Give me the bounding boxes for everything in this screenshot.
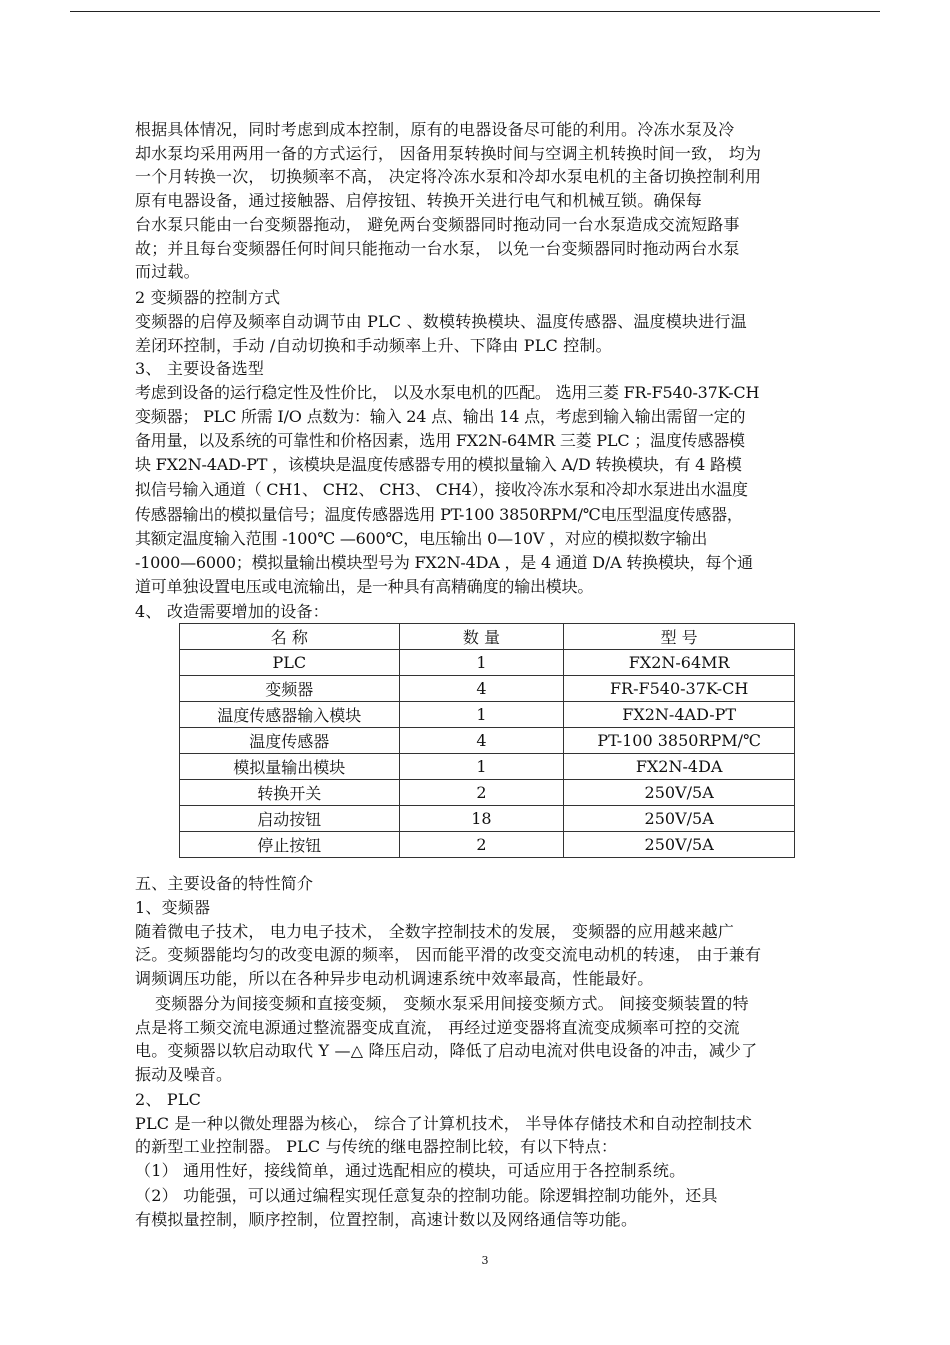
table-row bbox=[180, 780, 795, 806]
section-heading-2: 2 变频器的控制方式 bbox=[135, 288, 281, 307]
cell-model: 250V/5A bbox=[564, 806, 795, 832]
cell-name: 停止按钮 bbox=[180, 832, 400, 858]
cell-quantity: 18 bbox=[399, 806, 564, 832]
cell-model: FR-F540-37K-CH bbox=[564, 676, 795, 702]
column-header-model: 型 号 bbox=[564, 624, 795, 650]
paragraph-line: 差闭环控制，手动 /自动切换和手动频率上升、下降由 PLC 控制。 bbox=[135, 336, 612, 355]
paragraph-line: 拟信号输入通道（ CH1、 CH2、 CH3、 CH4），接收冷冻水泵和冷却水泵进出水温度 bbox=[135, 480, 748, 499]
cell-quantity: 1 bbox=[399, 702, 564, 728]
cell-model: PT-100 3850RPM/℃ bbox=[564, 728, 795, 754]
cell-quantity: 2 bbox=[399, 832, 564, 858]
paragraph-line: 考虑到设备的运行稳定性及性价比， 以及水泵电机的匹配。 选用三菱 FR-F540-37K-CH bbox=[135, 383, 760, 402]
cell-name: 模拟量输出模块 bbox=[180, 754, 400, 780]
column-header-name: 名 称 bbox=[180, 624, 400, 650]
table-row bbox=[180, 702, 795, 728]
paragraph-line: 变频器； PLC 所需 I/O 点数为：输入 24 点、输出 14 点，考虑到输入输出需留一定的 bbox=[135, 407, 746, 426]
section-heading-5: 五、主要设备的特性简介 bbox=[135, 874, 314, 893]
cell-quantity: 1 bbox=[399, 754, 564, 780]
paragraph-line: 变频器的启停及频率自动调节由 PLC 、数模转换模块、温度传感器、温度模块进行温 bbox=[135, 312, 747, 331]
cell-name: 变频器 bbox=[180, 676, 400, 702]
page-number: 3 bbox=[481, 1254, 489, 1267]
column-header-quantity: 数 量 bbox=[399, 624, 564, 650]
cell-quantity: 4 bbox=[399, 728, 564, 754]
table-row bbox=[180, 728, 795, 754]
subsection-heading-inverter: 1、变频器 bbox=[135, 898, 211, 917]
section-heading-3: 3、 主要设备选型 bbox=[135, 359, 265, 378]
cell-model: 250V/5A bbox=[564, 832, 795, 858]
paragraph-line: 台水泵只能由一台变频器拖动， 避免两台变频器同时拖动同一台水泵造成交流短路事 bbox=[135, 215, 740, 234]
paragraph-line: 有模拟量控制，顺序控制，位置控制，高速计数以及网络通信等功能。 bbox=[135, 1210, 638, 1229]
paragraph-line: 道可单独设置电压或电流输出，是一种具有高精确度的输出模块。 bbox=[135, 577, 594, 596]
cell-model: 250V/5A bbox=[564, 780, 795, 806]
cell-name: 转换开关 bbox=[180, 780, 400, 806]
paragraph-line: 故；并且每台变频器任何时间只能拖动一台水泵， 以免一台变频器同时拖动两台水泵 bbox=[135, 239, 740, 258]
cell-name: 启动按钮 bbox=[180, 806, 400, 832]
paragraph-line: 变频器分为间接变频和直接变频， 变频水泵采用间接变频方式。 间接变频装置的特 bbox=[155, 994, 749, 1013]
paragraph-line: 其额定温度输入范围 -100℃ —600℃，电压输出 0—10V ，对应的模拟数字输出 bbox=[135, 529, 708, 548]
paragraph-line: 却水泵均采用两用一备的方式运行， 因备用泵转换时间与空调主机转换时间一致， 均为 bbox=[135, 144, 762, 163]
header-rule bbox=[70, 11, 880, 12]
cell-name: 温度传感器输入模块 bbox=[180, 702, 400, 728]
paragraph-line: 一个月转换一次， 切换频率不高， 决定将冷冻水泵和冷却水泵电机的主备切换控制利用 bbox=[135, 167, 762, 186]
table-row bbox=[180, 832, 795, 858]
paragraph-line: 振动及噪音。 bbox=[135, 1065, 233, 1084]
table-row bbox=[180, 806, 795, 832]
paragraph-line: 根据具体情况，同时考虑到成本控制，原有的电器设备尽可能的利用。冷冻水泵及冷 bbox=[135, 120, 735, 139]
cell-quantity: 1 bbox=[399, 650, 564, 676]
section-heading-4: 4、 改造需要增加的设备： bbox=[135, 602, 329, 621]
paragraph-line: 原有电器设备，通过接触器、启停按钮、转换开关进行电气和机械互锁。确保每 bbox=[135, 191, 703, 210]
paragraph-line: 点是将工频交流电源通过整流器变成直流， 再经过逆变器将直流变成频率可控的交流 bbox=[135, 1018, 740, 1037]
list-item: （1） 通用性好，接线简单，通过选配相应的模块，可适应用于各控制系统。 bbox=[135, 1161, 686, 1180]
paragraph-line: 块 FX2N-4AD-PT ，该模块是温度传感器专用的模拟量输入 A/D 转换模块，有 4 路模 bbox=[135, 455, 742, 474]
table-row bbox=[180, 754, 795, 780]
paragraph-line: PLC 是一种以微处理器为核心， 综合了计算机技术， 半导体存储技术和自动控制技术 bbox=[135, 1114, 753, 1133]
paragraph-line: 随着微电子技术， 电力电子技术， 全数字控制技术的发展， 变频器的应用越来越广 bbox=[135, 922, 735, 941]
subsection-heading-plc: 2、 PLC bbox=[135, 1090, 202, 1109]
cell-name: 温度传感器 bbox=[180, 728, 400, 754]
cell-model: FX2N-64MR bbox=[564, 650, 795, 676]
paragraph-line: 传感器输出的模拟量信号；温度传感器选用 PT-100 3850RPM/℃电压型温度传感器， bbox=[135, 505, 743, 524]
cell-model: FX2N-4DA bbox=[564, 754, 795, 780]
paragraph-line: 电。变频器以软启动取代 Y —△ 降压启动，降低了启动电流对供电设备的冲击，减少了 bbox=[135, 1041, 758, 1060]
table-row bbox=[180, 676, 795, 702]
paragraph-line: 备用量，以及系统的可靠性和价格因素，选用 FX2N-64MR 三菱 PLC ；温度传感器模 bbox=[135, 431, 745, 450]
list-item: （2） 功能强，可以通过编程实现任意复杂的控制功能。除逻辑控制功能外，还具 bbox=[135, 1186, 718, 1205]
table-row bbox=[180, 650, 795, 676]
cell-model: FX2N-4AD-PT bbox=[564, 702, 795, 728]
paragraph-line: 泛。变频器能均匀的改变电源的频率， 因而能平滑的改变交流电动机的转速， 由于兼有 bbox=[135, 945, 762, 964]
cell-name: PLC bbox=[180, 650, 400, 676]
cell-quantity: 2 bbox=[399, 780, 564, 806]
equipment-table bbox=[179, 623, 795, 858]
paragraph-line: 而过载。 bbox=[135, 262, 200, 281]
paragraph-line: 的新型工业控制器。 PLC 与传统的继电器控制比较，有以下特点： bbox=[135, 1137, 618, 1156]
paragraph-line: 调频调压功能，所以在各种异步电动机调速系统中效率最高，性能最好。 bbox=[135, 969, 654, 988]
cell-quantity: 4 bbox=[399, 676, 564, 702]
table-header-row bbox=[180, 624, 795, 650]
paragraph-line: -1000—6000；模拟量输出模块型号为 FX2N-4DA ，是 4 通道 D/A 转换模块，每个通 bbox=[135, 553, 753, 572]
